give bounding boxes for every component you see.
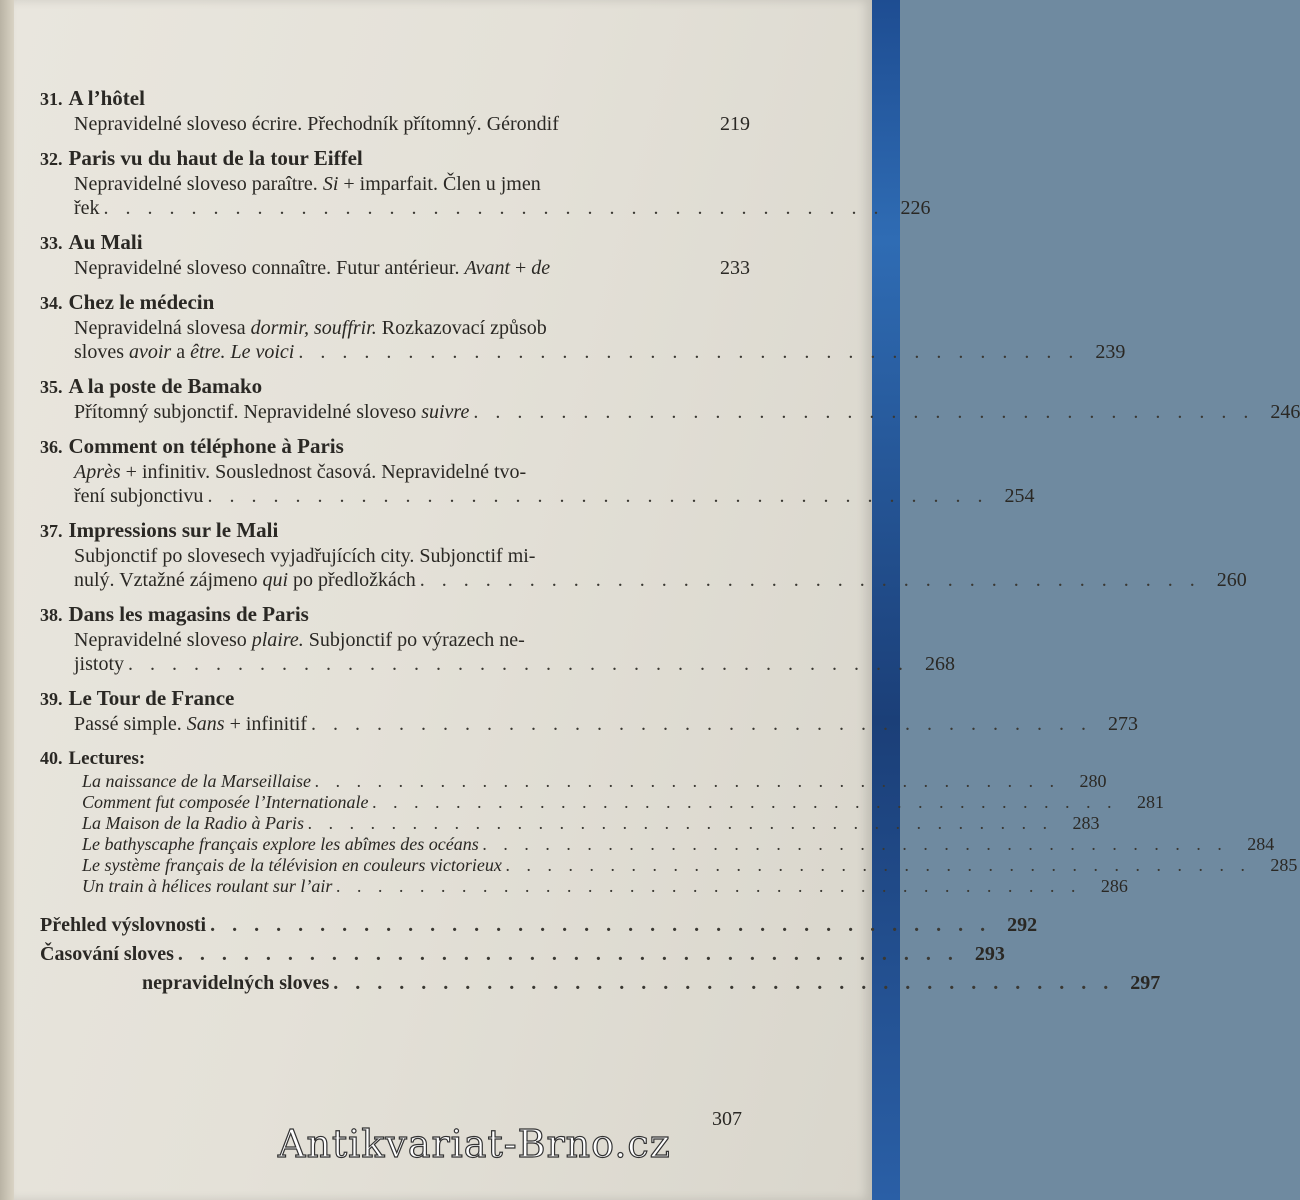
toc-line — [40, 484, 1035, 508]
watermark-text: Antikvariat-Brno.cz — [278, 1122, 671, 1166]
toc-line — [40, 256, 750, 280]
final-page-number: 307 — [712, 1108, 742, 1130]
toc-line — [40, 876, 1128, 897]
page-number: 219 — [720, 113, 750, 135]
toc-entry — [40, 518, 1247, 592]
lesson-title — [40, 86, 750, 112]
toc-line-text: nulý. Vztažné zájmeno qui po předložkách — [74, 569, 416, 591]
toc-line — [40, 544, 750, 568]
leader-dots: . . . . . . . . . . . . . . . . . . . . . . . . . . . . . . . . . . . . — [419, 569, 1201, 591]
toc-line — [40, 568, 1247, 592]
readings-title-text: Lectures: — [68, 748, 146, 769]
toc-line — [40, 792, 1164, 813]
page-number: 281 — [1136, 792, 1164, 812]
toc-entry — [40, 146, 931, 220]
leader-dots: . . . . . . . . . . . . . . . . . . . . . . . . . . . . . . . . . . . . — [128, 653, 910, 675]
leader-dots: . . . . . . . . . . . . . . . . . . . . . . . . . . . . . . . . . . . . — [298, 341, 1080, 363]
toc-entry — [40, 434, 1035, 508]
toc-line-text: La naissance de la Marseillaise — [82, 771, 311, 791]
lesson-title-text: Comment on téléphone à Paris — [68, 434, 344, 458]
lesson-number: 39. — [40, 689, 63, 709]
page-number: 268 — [925, 653, 956, 675]
page-number: 233 — [720, 257, 750, 279]
toc-line-text: řek — [74, 197, 100, 219]
toc-line-text: Nepravidelné sloveso connaître. Futur antérieur. Avant + de — [74, 257, 551, 279]
toc-line-text: nepravidelných sloves — [142, 972, 330, 994]
toc-line — [40, 855, 1298, 876]
toc-line-text: Přehled výslovnosti — [40, 914, 207, 936]
leader-dots: . . . . . . . . . . . . . . . . . . . . . . . . . . . . . . . . . . . . — [210, 914, 992, 936]
toc-line-text: Nepravidelné sloveso paraître. Si + imparfait. Člen u jmen — [74, 173, 541, 195]
lesson-title-text: A la poste de Bamako — [68, 374, 263, 398]
page-number: 292 — [1007, 914, 1038, 936]
page-number: 283 — [1072, 813, 1100, 833]
lesson-title — [40, 434, 750, 460]
lesson-title-text: Paris vu du haut de la tour Eiffel — [68, 146, 363, 170]
toc-line-text: Nepravidelné sloveso plaire. Subjonctif po výrazech ne- — [74, 629, 525, 651]
toc-entry — [40, 686, 1138, 736]
leader-dots: . . . . . . . . . . . . . . . . . . . . . . . . . . . . . . . . . . . . — [505, 855, 1252, 875]
toc-line-text: Le système français de la télévision en couleurs victorieux — [82, 855, 502, 875]
lesson-number: 37. — [40, 521, 63, 541]
toc-line-text: Časování sloves — [40, 943, 174, 965]
lesson-title — [40, 374, 750, 400]
toc-line-text: La Maison de la Radio à Paris — [82, 813, 305, 833]
back-matter — [40, 911, 1161, 998]
toc-line — [40, 628, 750, 652]
leader-dots: . . . . . . . . . . . . . . . . . . . . . . . . . . . . . . . . . . . . — [333, 972, 1115, 994]
leader-dots: . . . . . . . . . . . . . . . . . . . . . . . . . . . . . . . . . . . . — [336, 876, 1082, 896]
leader-dots: . . . . . . . . . . . . . . . . . . . . . . . . . . . . . . . . . . . . — [308, 813, 1054, 833]
toc-line — [40, 340, 1126, 364]
toc-line — [40, 652, 956, 676]
page-number: 260 — [1216, 569, 1247, 591]
toc-line — [40, 813, 1100, 834]
toc-line — [40, 460, 750, 484]
toc-line — [40, 771, 1107, 792]
lesson-title-text: Dans les magasins de Paris — [68, 602, 309, 626]
readings-section — [40, 746, 1298, 897]
toc-line — [40, 834, 1275, 855]
toc-line — [40, 316, 750, 340]
lesson-title — [40, 602, 750, 628]
page-number: 280 — [1079, 771, 1107, 791]
lesson-title-text: Au Mali — [68, 230, 143, 254]
page-number: 293 — [974, 943, 1005, 965]
lesson-title — [40, 230, 750, 256]
toc-line — [40, 172, 750, 196]
page-number: 254 — [1004, 485, 1035, 507]
readings-title — [40, 746, 750, 771]
table-of-contents — [40, 86, 1300, 998]
lesson-title — [40, 518, 750, 544]
page-number: 273 — [1107, 713, 1138, 735]
toc-line-text: Nepravidelná slovesa dormir, souffrir. Rozkazovací způsob — [74, 317, 547, 339]
toc-line — [40, 400, 1300, 424]
toc-line — [40, 911, 1038, 940]
leader-dots: . . . . . . . . . . . . . . . . . . . . . . . . . . . . . . . . . . . . — [310, 713, 1092, 735]
toc-entry — [40, 374, 1300, 424]
toc-entry — [40, 290, 1126, 364]
leader-dots: . . . . . . . . . . . . . . . . . . . . . . . . . . . . . . . . . . . . — [177, 943, 959, 965]
leader-dots: . . . . . . . . . . . . . . . . . . . . . . . . . . . . . . . . . . . . — [207, 485, 989, 507]
toc-entry — [40, 602, 956, 676]
toc-line-text: Subjonctif po slovesech vyjadřujících city. Subjonctif mi- — [74, 545, 536, 567]
leader-dots: . . . . . . . . . . . . . . . . . . . . . . . . . . . . . . . . . . . . — [372, 792, 1118, 812]
page-number: 239 — [1095, 341, 1126, 363]
toc-line — [40, 196, 931, 220]
lesson-title-text: A l’hôtel — [68, 86, 145, 110]
toc-line-text: sloves avoir a être. Le voici — [74, 341, 295, 363]
toc-entry — [40, 230, 750, 280]
toc-line-text: Un train à hélices roulant sur l’air — [82, 876, 333, 896]
leader-dots: . . . . . . . . . . . . . . . . . . . . . . . . . . . . . . . . . . . . — [314, 771, 1061, 791]
page-number: 297 — [1130, 972, 1161, 994]
page-number: 226 — [900, 197, 931, 219]
page-number: 246 — [1270, 401, 1300, 423]
toc-line-text: Přítomný subjonctif. Nepravidelné sloveso suivre — [74, 401, 470, 423]
toc-line — [40, 969, 1161, 998]
toc-line-text: Passé simple. Sans + infinitif — [74, 713, 307, 735]
toc-line-text: ření subjonctivu — [74, 485, 204, 507]
toc-line-text: Nepravidelné sloveso écrire. Přechodník přítomný. Gérondif — [74, 113, 559, 135]
lesson-number: 40. — [40, 748, 63, 768]
lesson-title — [40, 146, 750, 172]
page-number: 286 — [1100, 876, 1128, 896]
toc-line — [40, 112, 750, 136]
lesson-title-text: Impressions sur le Mali — [68, 518, 279, 542]
leader-dots: . . . . . . . . . . . . . . . . . . . . . . . . . . . . . . . . . . . . — [103, 197, 885, 219]
lesson-number: 33. — [40, 233, 63, 253]
lesson-number: 36. — [40, 437, 63, 457]
toc-line-text: jistoty — [74, 653, 125, 675]
lesson-title — [40, 686, 750, 712]
toc-entry — [40, 86, 750, 136]
page-number: 284 — [1247, 834, 1275, 854]
toc-line — [40, 940, 1005, 969]
lesson-title-text: Chez le médecin — [68, 290, 215, 314]
lesson-number: 31. — [40, 89, 63, 109]
toc-line — [40, 712, 1138, 736]
lesson-title-text: Le Tour de France — [68, 686, 235, 710]
page-number: 285 — [1270, 855, 1298, 875]
lesson-number: 34. — [40, 293, 63, 313]
lesson-number: 38. — [40, 605, 63, 625]
toc-line-text: Comment fut composée l’Internationale — [82, 792, 369, 812]
toc-line-text: Après + infinitiv. Souslednost časová. Nepravidelné tvo- — [74, 461, 527, 483]
leader-dots: . . . . . . . . . . . . . . . . . . . . . . . . . . . . . . . . . . . . — [482, 834, 1229, 854]
lesson-number: 35. — [40, 377, 63, 397]
lesson-title — [40, 290, 750, 316]
lesson-number: 32. — [40, 149, 63, 169]
leader-dots: . . . . . . . . . . . . . . . . . . . . . . . . . . . . . . . . . . . . — [473, 401, 1255, 423]
toc-line-text: Le bathyscaphe français explore les abîmes des océans — [82, 834, 479, 854]
